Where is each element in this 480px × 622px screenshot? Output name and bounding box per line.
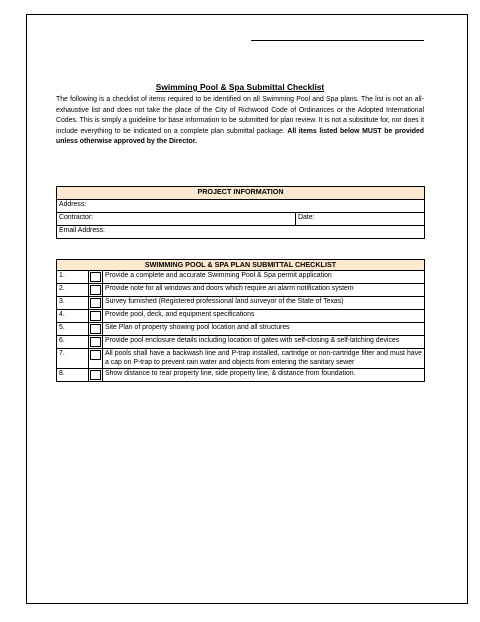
checklist-row	[57, 284, 425, 297]
checklist-row	[57, 271, 425, 284]
item-text: Show distance to rear property line, side property line, & distance from foundation.	[103, 369, 425, 382]
item-number: 2.	[57, 284, 89, 297]
document-title: Swimming Pool & Spa Submittal Checklist	[155, 82, 325, 92]
checklist-header: SWIMMING POOL & SPA PLAN SUBMITTAL CHECKLIST	[57, 260, 425, 271]
address-field[interactable]: Address:	[57, 200, 425, 213]
item-text: Provide note for all windows and doors which require an alarm notification system	[103, 284, 425, 297]
item-checkbox[interactable]	[89, 310, 103, 323]
item-number: 5.	[57, 323, 89, 336]
checklist-row	[57, 297, 425, 310]
item-number: 1.	[57, 271, 89, 284]
item-checkbox[interactable]	[89, 323, 103, 336]
intro-bold-text: All items listed below MUST be provided unless otherwise approved by the Director.	[56, 127, 424, 146]
item-number: 8.	[57, 369, 89, 382]
project-information-table	[56, 186, 425, 239]
item-checkbox[interactable]	[89, 297, 103, 310]
item-checkbox[interactable]	[89, 271, 103, 284]
item-checkbox[interactable]	[89, 336, 103, 349]
item-text: Provide pool, deck, and equipment specifications	[103, 310, 425, 323]
checklist-row	[57, 336, 425, 349]
submittal-checklist-table	[56, 259, 425, 382]
date-field[interactable]: Date:	[296, 213, 425, 226]
intro-text: The following is a checklist of items required to be identified on all Swimming Pool and Spa plans. The list is not an all-exhaustive list and does not take the place of the City of Richwood Code of Ordinances or the Adopted International Codes. This is simply a guideline for base information to be submitted for plan review. It is not a substitute for, nor does it include everything to be indicated on a complete plan submittal package.	[56, 96, 424, 135]
item-number: 4.	[57, 310, 89, 323]
checklist-row	[57, 323, 425, 336]
item-number: 6.	[57, 336, 89, 349]
item-text: All pools shall have a backwash line and P-trap installed, cartridge or non-cartridge filter and must have a cap on P-trap to prevent rain water and objects from entering the sanitary sewer	[103, 349, 425, 369]
item-text: Survey furnished (Registered professional land surveyor of the State of Texas)	[103, 297, 425, 310]
item-text: Site Plan of property showing pool location and all structures	[103, 323, 425, 336]
item-number: 7.	[57, 349, 89, 369]
checklist-row	[57, 310, 425, 323]
item-number: 3.	[57, 297, 89, 310]
checklist-row	[57, 369, 425, 382]
item-checkbox[interactable]	[89, 284, 103, 297]
item-checkbox[interactable]	[89, 349, 103, 369]
project-information-header: PROJECT INFORMATION	[57, 187, 425, 200]
email-field[interactable]: Email Address:	[57, 226, 425, 239]
item-text: Provide pool enclosure details including location of gates with self-closing & self-latching devices	[103, 336, 425, 349]
signature-line	[251, 40, 424, 41]
item-text: Provide a complete and accurate Swimming Pool & Spa permit application	[103, 271, 425, 284]
contractor-field[interactable]: Contractor:	[57, 213, 296, 226]
item-checkbox[interactable]	[89, 369, 103, 382]
intro-paragraph	[56, 95, 424, 148]
checklist-row	[57, 349, 425, 369]
